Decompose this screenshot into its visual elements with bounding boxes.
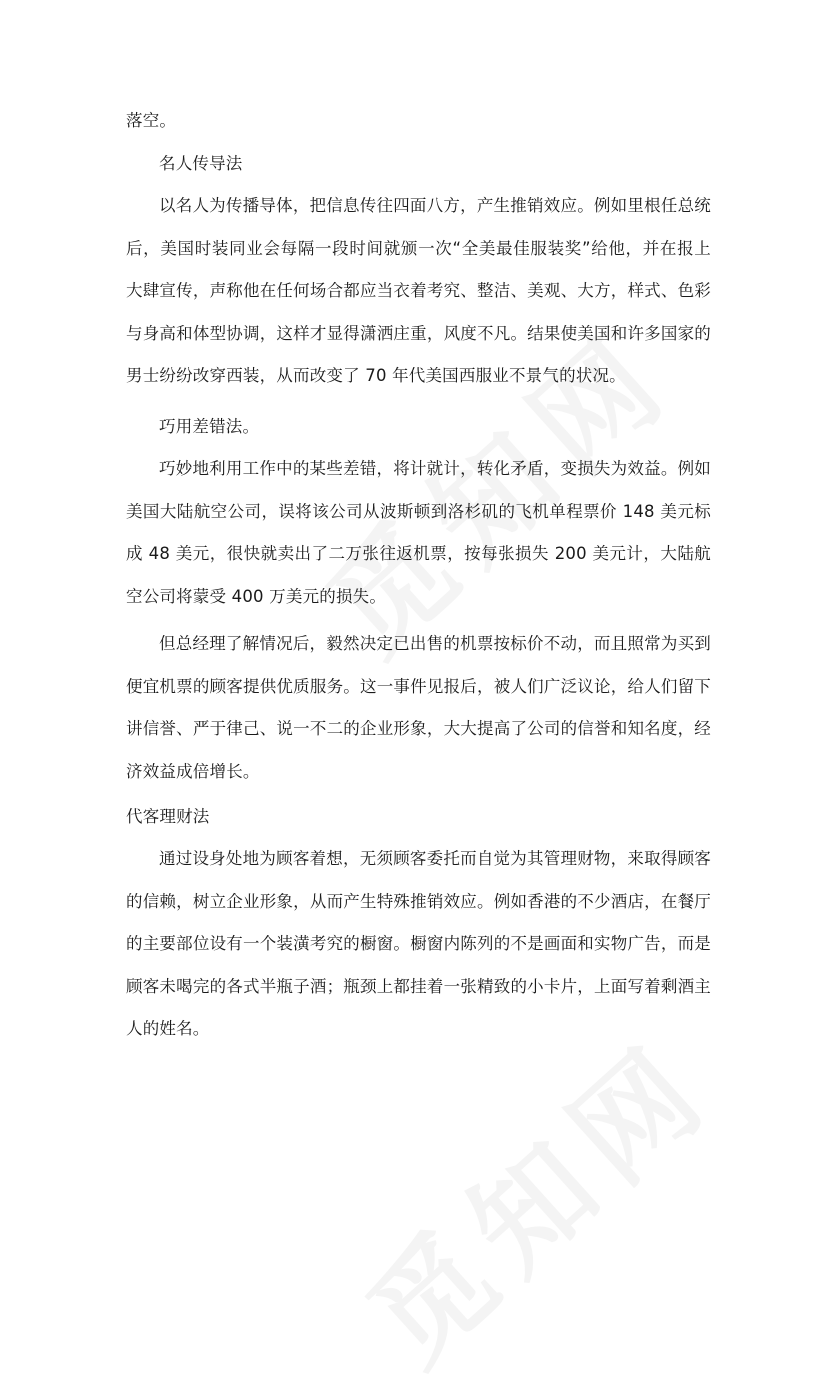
section-heading-error: 巧用差错法。 <box>159 417 260 436</box>
watermark <box>326 995 743 1394</box>
paragraph-finance: 通过设身处地为顾客着想，无须顾客委托而自觉为其管理财物，来取得顾客的信赖，树立企业形象，从而产生特殊推销效应。例如香港的不少酒店，在餐厅的主要部位设有一个装潢考究的橱窗。橱窗内陈列的不是画面和实物广告，而是顾客未喝完的各式半瓶子酒；瓶颈上都挂着一张精致的小卡片，上面写着剩酒主人的姓名。 <box>126 849 711 1038</box>
section-heading-celebrity: 名人传导法 <box>159 154 243 173</box>
paragraph-error: 巧妙地利用工作中的某些差错，将计就计，转化矛盾，变损失为效益。例如美国大陆航空公司，误将该公司从波斯顿到洛杉矶的飞机单程票价 148 美元标成 48 美元，很快就卖出了二万张往返机票，按每张损失 200 美元计，大陆航空公司将蒙受 400 万美元的损失。 <box>126 459 711 606</box>
paragraph-error-followup: 但总经理了解情况后，毅然决定已出售的机票按标价不动，而且照常为买到便宜机票的顾客提供优质服务。这一事件见报后，被人们广泛议论，给人们留下讲信誉、严于律己、说一不二的企业形象，大大提高了公司的信誉和知名度，经济效益成倍增长。 <box>126 634 711 781</box>
paragraph-continuation: 落空。 <box>126 111 177 130</box>
section-heading-finance: 代客理财法 <box>126 807 210 826</box>
paragraph-celebrity: 以名人为传播导体，把信息传往四面八方，产生推销效应。例如里根任总统后，美国时装同业会每隔一段时间就颁一次“全美最佳服装奖”给他，并在报上大肆宣传，声称他在任何场合都应当衣着考究、整洁、美观、大方，样式、色彩与身高和体型协调，这样才显得潇洒庄重，风度不凡。结果使美国和许多国家的男士纷纷改穿西装，从而改变了 70 年代美国西服业不景气的状况。 <box>126 196 711 385</box>
